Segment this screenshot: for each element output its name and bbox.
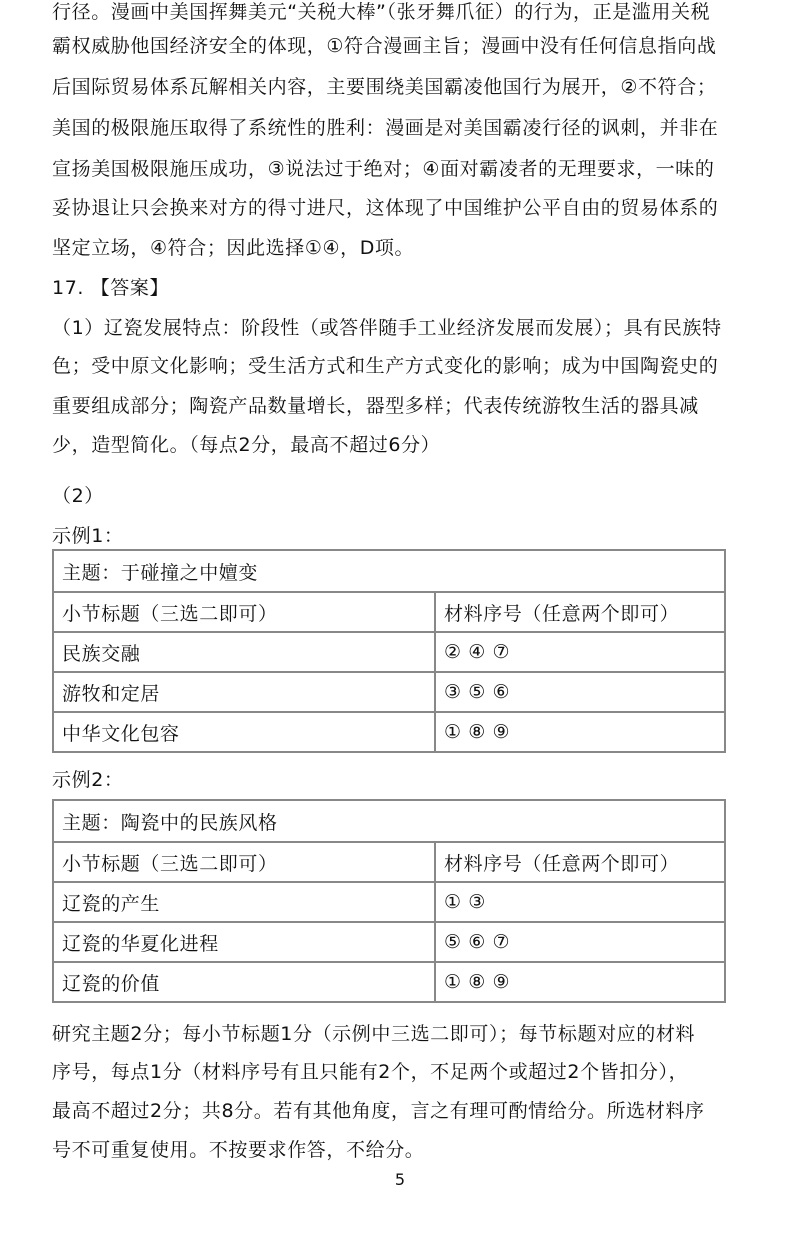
material-numbers: ⑤ ⑥ ⑦: [435, 922, 725, 962]
intro-line: 后国际贸易体系瓦解相关内容，主要围绕美国霸凌他国行为展开，②不符合；: [52, 76, 717, 98]
example2-label: 示例2：: [52, 769, 124, 791]
material-numbers: ② ④ ⑦: [435, 632, 725, 672]
question-heading: 17. 【答案】: [52, 277, 170, 299]
intro-line: 坚定立场，④符合；因此选择①④，D项。: [52, 237, 415, 259]
section-title: 中华文化包容: [53, 712, 435, 752]
section-title: 民族交融: [53, 632, 435, 672]
table-row: [53, 712, 725, 752]
intro-line: 宣扬美国极限施压成功，③说法过于绝对；④面对霸凌者的无理要求，一味的: [52, 158, 715, 180]
section-title: 辽瓷的价值: [53, 962, 435, 1002]
section-title: 游牧和定居: [53, 672, 435, 712]
intro-line: 美国的极限施压取得了系统性的胜利：漫画是对美国霸凌行径的讽刺，并非在: [52, 117, 719, 139]
intro-line: 霸权威胁他国经济安全的体现，①符合漫画主旨；漫画中没有任何信息指向战: [52, 35, 717, 57]
table-header-materials: 材料序号（任意两个即可）: [435, 842, 725, 882]
table-row: [53, 632, 725, 672]
table-header-section: 小节标题（三选二即可）: [53, 842, 435, 882]
table-row: [53, 922, 725, 962]
material-numbers: ① ③: [435, 882, 725, 922]
scoring-line: 研究主题2分；每小节标题1分（示例中三选二即可）；每节标题对应的材料: [52, 1023, 696, 1045]
example1-label: 示例1：: [52, 525, 124, 547]
example1-theme: 主题：于碰撞之中嬗变: [53, 550, 725, 592]
table-header-section: 小节标题（三选二即可）: [53, 592, 435, 632]
material-numbers: ① ⑧ ⑨: [435, 712, 725, 752]
example2-table: [52, 799, 726, 1003]
answer-line: 少，造型简化。（每点2分，最高不超过6分）: [52, 434, 441, 456]
page-number: 5: [394, 1170, 406, 1189]
scoring-line: 序号，每点1分（材料序号有且只能有2个，不足两个或超过2个皆扣分），: [52, 1061, 689, 1083]
intro-line: 妥协退让只会换来对方的得寸进尺，这体现了中国维护公平自由的贸易体系的: [52, 197, 719, 219]
table-row: [53, 962, 725, 1002]
example2-theme: 主题：陶瓷中的民族风格: [53, 800, 725, 842]
material-numbers: ③ ⑤ ⑥: [435, 672, 725, 712]
example1-table: [52, 549, 726, 753]
part2-label: （2）: [52, 485, 104, 507]
section-title: 辽瓷的产生: [53, 882, 435, 922]
intro-line: 行径。漫画中美国挥舞美元“关税大棒”（张牙舞爪征）的行为，正是滥用关税: [52, 1, 711, 23]
answer-line: （1）辽瓷发展特点：阶段性（或答伴随手工业经济发展而发展）；具有民族特: [52, 317, 722, 339]
material-numbers: ① ⑧ ⑨: [435, 962, 725, 1002]
answer-line: 重要组成部分；陶瓷产品数量增长，器型多样；代表传统游牧生活的器具减: [52, 395, 699, 417]
section-title: 辽瓷的华夏化进程: [53, 922, 435, 962]
table-row: [53, 672, 725, 712]
answer-line: 色；受中原文化影响；受生活方式和生产方式变化的影响；成为中国陶瓷史的: [52, 355, 719, 377]
table-row: [53, 882, 725, 922]
scoring-line: 号不可重复使用。不按要求作答，不给分。: [52, 1139, 425, 1161]
table-header-materials: 材料序号（任意两个即可）: [435, 592, 725, 632]
scoring-line: 最高不超过2分；共8分。若有其他角度，言之有理可酌情给分。所选材料序: [52, 1100, 705, 1122]
